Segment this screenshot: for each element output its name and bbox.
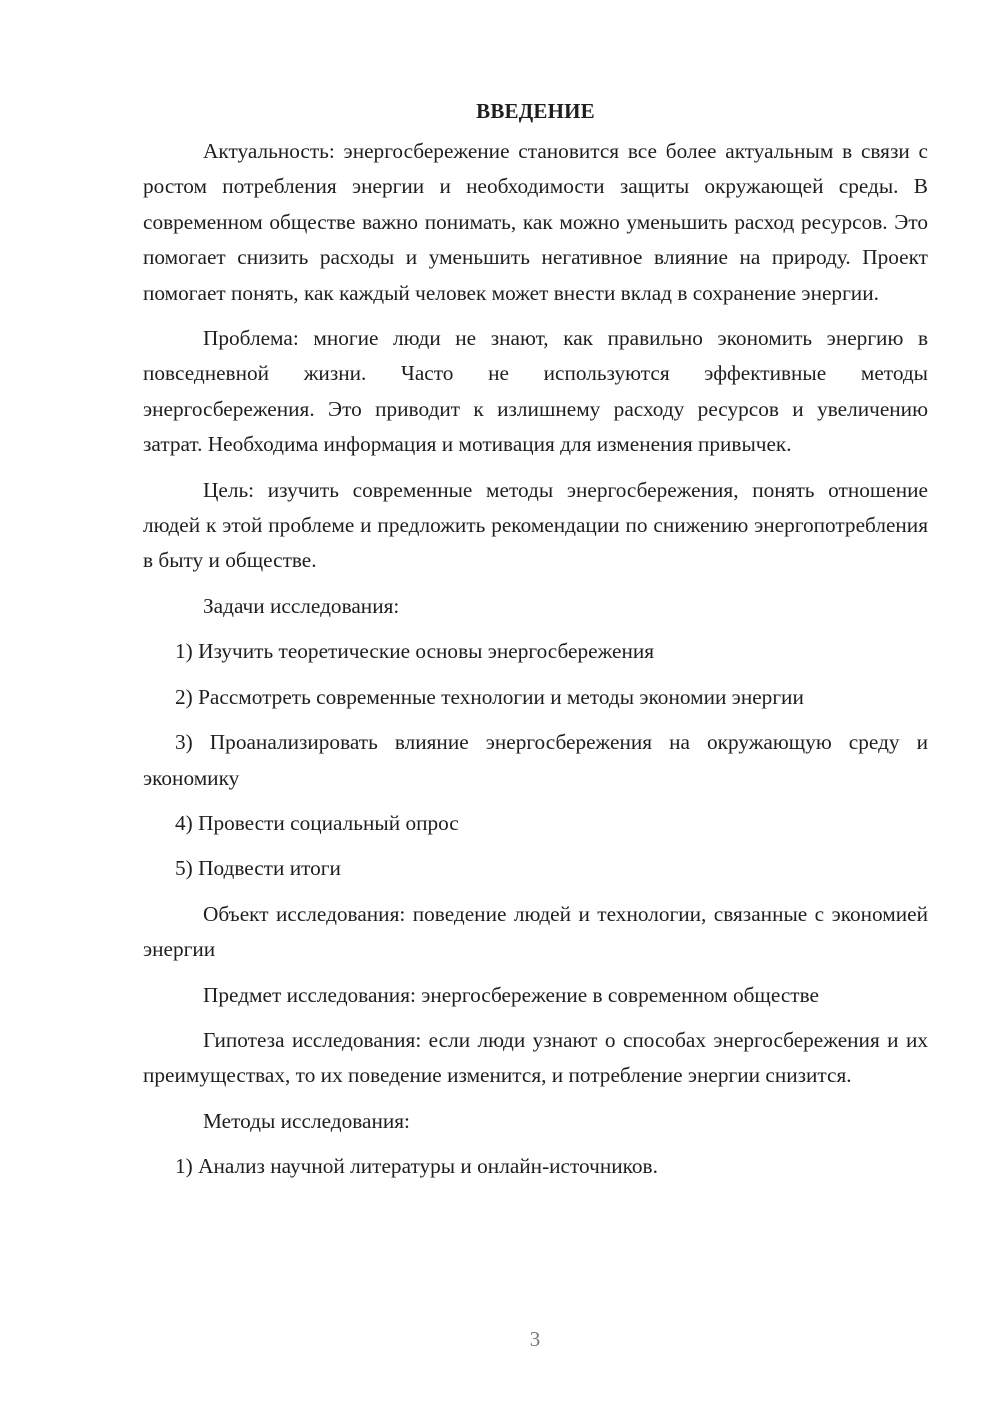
section-title: ВВЕДЕНИЕ <box>476 99 595 123</box>
task-item-2: 2) Рассмотреть современные технологии и методы экономии энергии <box>175 684 804 709</box>
document-page <box>143 94 928 1195</box>
task-item-1: 1) Изучить теоретические основы энергосбережения <box>175 639 655 664</box>
paragraph-goal: Цель: изучить современные методы энергосбережения, понять отношение людей к этой проблеме и предложить рекомендации по снижению энергопотребления в быту и обществе. <box>143 477 928 573</box>
paragraph-object: Объект исследования: поведение людей и технологии, связанные с экономией энергии <box>143 901 928 962</box>
methods-heading: Методы исследования: <box>203 1108 410 1133</box>
task-item-4: 4) Провести социальный опрос <box>175 810 459 835</box>
task-item-5: 5) Подвести итоги <box>175 856 341 881</box>
paragraph-hypothesis: Гипотеза исследования: если люди узнают о способах энергосбережения и их преимуществах, то их поведение изменится, и потребление энергии снизится. <box>143 1027 928 1088</box>
task-item-3: 3) Проанализировать влияние энергосбережения на окружающую среду и экономику <box>143 730 928 790</box>
method-item-1: 1) Анализ научной литературы и онлайн-источников. <box>175 1154 658 1179</box>
paragraph-problem: Проблема: многие люди не знают, как правильно экономить энергию в повседневной жизни. Часто не используются эффективные методы энергосбережения. Это приводит к излишнему расходу ресурсов и увеличению затрат. Необходима информация и мотивация для изменения привычек. <box>143 326 928 457</box>
paragraph-subject: Предмет исследования: энергосбережение в современном обществе <box>203 982 819 1007</box>
tasks-heading: Задачи исследования: <box>203 593 400 618</box>
paragraph-relevance: Актуальность: энергосбережение становится все более актуальным в связи с ростом потребления энергии и необходимости защиты окружающей среды. В современном обществе важно понимать, как можно уменьшить расход ресурсов. Это помогает снизить расходы и уменьшить негативное влияние на природу. Проект помогает понять, как каждый человек может внести вклад в сохранение энергии. <box>143 139 928 305</box>
page-number: 3 <box>529 1327 541 1351</box>
